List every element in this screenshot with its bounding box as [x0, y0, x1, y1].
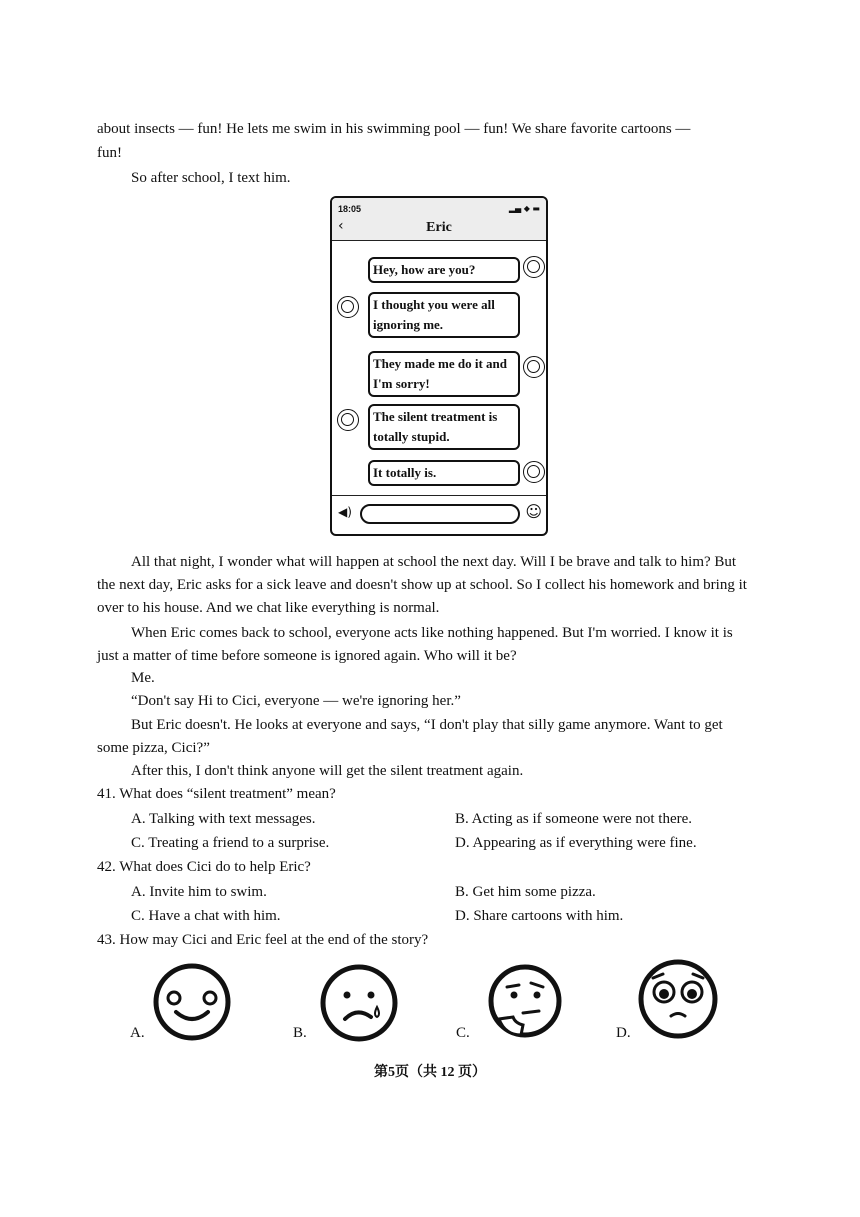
q43-option-b: B. — [293, 1025, 307, 1041]
phone-header — [332, 198, 546, 241]
passage-paragraph-5: But Eric doesn't. He looks at everyone and says, “I don't play that silly game anymore. Want to get some pizza, Cici?” — [97, 717, 723, 756]
eric-avatar-icon — [337, 296, 359, 318]
q41-option-d: D. Appearing as if everything were fine. — [455, 835, 697, 851]
passage-paragraph-4: “Don't say Hi to Cici, everyone — we're ignoring her.” — [131, 693, 461, 709]
sad-crying-face-icon — [319, 963, 399, 1043]
question-41: 41. What does “silent treatment” mean? — [97, 786, 336, 802]
passage-line-1: about insects — fun! He lets me swim in his swimming pool — fun! We share favorite cartoons — — [97, 121, 691, 137]
q43-option-c: C. — [456, 1025, 470, 1041]
phone-illustration — [330, 196, 548, 536]
thinking-face-icon — [485, 963, 565, 1043]
contact-name: Eric — [426, 220, 452, 235]
phone-input-bar — [332, 495, 546, 534]
passage-line-3: So after school, I text him. — [131, 170, 291, 186]
passage-paragraph-1: All that night, I wonder what will happen at school the next day. Will I be brave and talk to him? But the next day, Eric asks for a sick leave and doesn't show up at school. So I collect his homework and bring it over to his house. And we chat like everything is normal. — [97, 554, 747, 616]
passage-paragraph-2: When Eric comes back to school, everyone acts like nothing happened. But I'm worried. I know it is just a matter of time before someone is ignored again. Who will it be? — [97, 625, 733, 664]
emoji-icon: ☺ — [525, 502, 542, 521]
passage-paragraph-6: After this, I don't think anyone will get the silent treatment again. — [131, 763, 524, 779]
chat-bubble-5: It totally is. — [368, 460, 520, 486]
passage-line-2: fun! — [97, 145, 122, 161]
q43-option-d: D. — [616, 1025, 631, 1041]
q42-option-b: B. Get him some pizza. — [455, 884, 596, 900]
q41-option-a: A. Talking with text messages. — [131, 811, 316, 827]
chat-bubble-4: The silent treatment is totally stupid. — [368, 404, 520, 450]
q42-option-d: D. Share cartoons with him. — [455, 908, 624, 924]
back-arrow-icon: ‹ — [338, 218, 344, 234]
q43-option-a: A. — [130, 1025, 145, 1041]
q41-option-b: B. Acting as if someone were not there. — [455, 811, 693, 827]
chat-bubble-3: They made me do it and I'm sorry! — [368, 351, 520, 397]
eric-avatar-icon — [337, 409, 359, 431]
q42-option-a: A. Invite him to swim. — [131, 884, 267, 900]
message-input — [360, 504, 520, 524]
chat-bubble-1: Hey, how are you? — [368, 257, 520, 283]
page-footer: 第5页（共 12 页） — [374, 1065, 486, 1080]
signal-wifi-battery-icon: ▂▄ ◆ ▬ — [508, 204, 540, 213]
q41-option-c: C. Treating a friend to a surprise. — [131, 835, 330, 851]
passage-paragraph-3: Me. — [131, 670, 155, 686]
cici-avatar-icon — [523, 356, 545, 378]
surprised-face-icon — [637, 958, 719, 1040]
cici-avatar-icon — [523, 256, 545, 278]
question-42: 42. What does Cici do to help Eric? — [97, 859, 311, 875]
question-43: 43. How may Cici and Eric feel at the end of the story? — [97, 932, 429, 948]
voice-icon: ◀) — [338, 505, 352, 519]
status-time: 18:05 — [338, 204, 362, 214]
chat-bubble-2: I thought you were all ignoring me. — [368, 292, 520, 338]
q42-option-c: C. Have a chat with him. — [131, 908, 281, 924]
cici-avatar-icon — [523, 461, 545, 483]
happy-face-icon — [152, 962, 232, 1042]
